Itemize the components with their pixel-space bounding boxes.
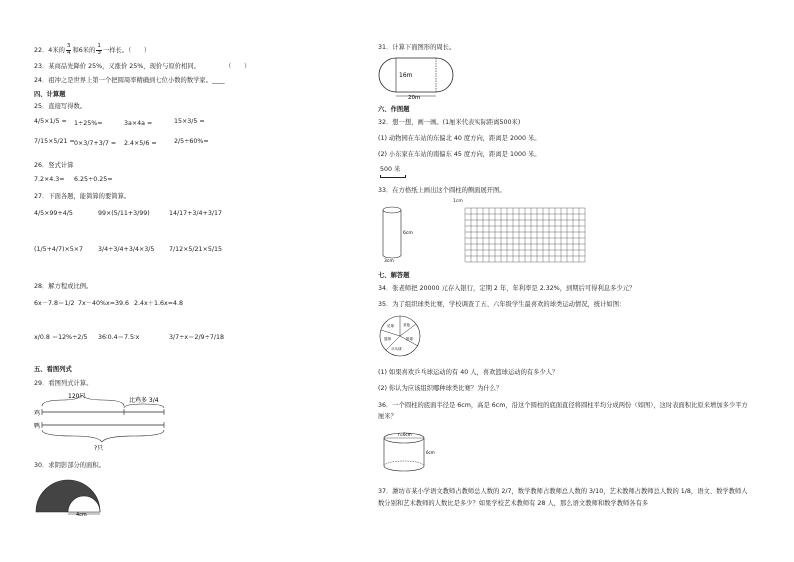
row2-label: 鸭 <box>34 423 41 430</box>
q25-item: 0×3/7+3/7 = <box>74 140 117 147</box>
question-24: 24．祖冲之是世界上第一个把圆周率精确到七位小数的数学家。____ <box>34 77 225 84</box>
q30-shaded-figure <box>34 472 114 517</box>
cyl-height-label: 6cm <box>403 231 413 236</box>
fraction: $\frac{3}{4}$ <box>66 43 71 56</box>
q33-cylinder <box>378 200 418 264</box>
radius-label: r=6cm <box>398 432 412 437</box>
q29-line-diagram <box>34 392 184 452</box>
question-32: 32．想一想，画一画。(1厘米代表实际距离500米) <box>378 119 521 126</box>
height-label: 6cm <box>426 450 435 455</box>
question-36: 36．一个圆柱的底面半径是 6cm，高是 6cm，沿这个圆柱的底面直径将圆柱平均分成两份（如图），这时表面积比原来增加多少平方厘米？ <box>378 402 748 420</box>
scale-bar <box>380 175 406 178</box>
question-22: 22．4米的 $\frac{3}{4}$ 和6米的 $\frac{1}{3}$ 一样长。（ ） <box>34 43 151 56</box>
section-6-title: 六、作图题 <box>378 106 410 113</box>
q28-item: 3/7÷x＝2/9÷7/18 <box>169 334 224 341</box>
question-32-2: (2) 小东家在车站的南偏东 45 度方向，距离是 1000 米。 <box>378 151 541 158</box>
stadium-outline <box>379 58 453 92</box>
q27-item: 3/4÷3/4+3/4×3/5 <box>98 246 155 253</box>
question-30: 30．求阴影部分的面积。 <box>34 462 105 469</box>
question-27: 27．下面各题，能简算的要简算。 <box>34 193 131 200</box>
q25-item: 7/15×5/21 = <box>34 138 75 145</box>
q35-pie-chart <box>378 312 428 362</box>
pie-label: 排球 <box>406 337 413 341</box>
question-label: ?只 <box>94 445 104 452</box>
pie-label: 其他 <box>403 323 410 327</box>
pie-label: 足球 <box>387 324 394 328</box>
dimension-label: 4cm <box>76 512 87 517</box>
q27-item: 14/17+3/4+3/17 <box>169 210 222 217</box>
ratio-label: 比鸡多 3/4 <box>129 397 159 404</box>
q25-item: 15×3/5 = <box>174 118 205 125</box>
q25-item: 1÷25%= <box>74 120 103 127</box>
question-23: 23．某商品先降价 25%，又涨价 25%，现价与原价相同。 （ ） <box>34 63 251 70</box>
q25-item: 2.4×5/6 = <box>124 140 157 147</box>
question-35-1: (1) 如果喜欢乒乓球运动的有 40 人，喜欢篮球运动的有多少人？ <box>378 369 559 376</box>
q27-item: 7/12×5/21×5/15 <box>169 246 222 253</box>
question-32-1: (1) 动物园在车站的东偏北 40 度方向，距离是 2000 米。 <box>378 135 541 142</box>
row1-label: 鸡 <box>34 410 41 417</box>
top-label: 120只 <box>68 393 86 400</box>
section-4-title: 四、计算题 <box>34 91 66 98</box>
q28-item: 36∶0.4＝7.5∶x <box>98 334 140 341</box>
q26-item: 7.2×4.3= <box>34 176 65 183</box>
q27-item: 99×(5/11+3/99) <box>98 210 150 217</box>
q25-item: 2/5÷60%= <box>174 138 209 145</box>
q28-item: 6x－7.8＝1/2 <box>34 300 75 307</box>
q25-item: 4/5×1/5 = <box>34 118 67 125</box>
question-33: 33．在方格纸上画出这个圆柱的侧面展开图。 <box>378 187 506 194</box>
height-label: 16m <box>399 72 413 79</box>
q36-cylinder <box>380 430 440 475</box>
graph-paper-grid <box>464 207 592 267</box>
pie-label: 乒乓球 <box>391 347 402 351</box>
q27-item: (1/5+4/7)×5×7 <box>34 246 84 253</box>
question-28: 28．解方程或比例。 <box>34 283 93 290</box>
q27-item: 4/5×99+4/5 <box>34 210 73 217</box>
question-35: 35．为了组织球类比赛，学校调查了五、六年级学生最喜欢的球类运动情况，统计如图： <box>378 301 626 308</box>
question-31: 31．计算下面图形的周长。 <box>378 44 456 51</box>
section-7-title: 七、解答题 <box>378 272 410 279</box>
section-5-title: 五、看图列式 <box>34 366 72 373</box>
q28-item: x/0.8 ＝12%÷2/5 <box>34 334 88 341</box>
question-37: 37．潍坊市某小学语文教师占教师总人数的 2/7，数学教师占教师总人数的 3/10，艺术教师占教师总人数的 1/8，语文、数学教师人数分别和艺术教师的人数比是多少？如果学校艺术教师有 28 人，那么语文教师和数学教师各有多 <box>378 488 748 507</box>
q31-stadium-shape <box>378 54 458 100</box>
q28-item: 7x－40%x=39.6 <box>78 300 130 307</box>
question-25: 25．直接写得数。 <box>34 103 87 110</box>
q28-item: 2.4x＋1.6x=4.8 <box>134 300 184 307</box>
scale-label: 500 米 <box>380 166 401 173</box>
pie-label: 篮球 <box>384 337 391 341</box>
question-35-2: (2) 你认为应该组织哪种球类比赛？为什么？ <box>378 385 503 392</box>
q25-item: 3a×4a = <box>124 120 153 127</box>
question-26: 26．竖式计算 <box>34 162 74 169</box>
question-34: 34．张老师把 20000 元存入银行，定期 2 年，年利率是 2.32%，到期后可得利息多少元？ <box>378 285 636 292</box>
grid-unit-label: 1cm <box>453 199 463 204</box>
fraction: $\frac{1}{3}$ <box>97 43 101 56</box>
width-label: 20m <box>408 95 421 100</box>
cyl-diameter-label: 3cm <box>384 259 394 264</box>
bottom-brace <box>42 430 164 442</box>
question-29: 29．看图列式计算。 <box>34 380 93 387</box>
q26-item: 6.25÷0.25= <box>74 176 113 183</box>
